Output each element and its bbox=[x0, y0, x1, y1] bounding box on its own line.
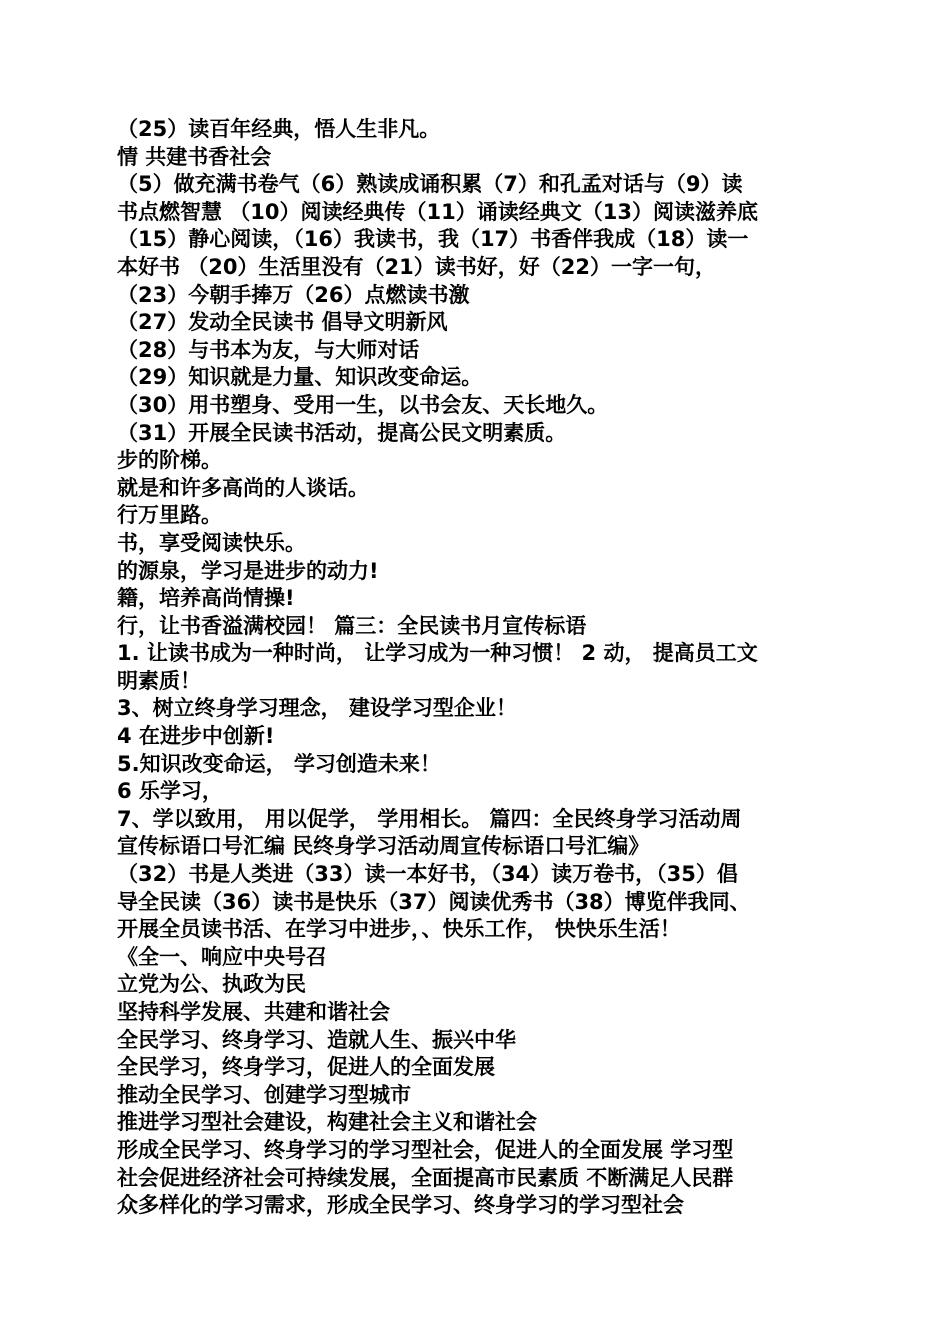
text-line: 开展全员读书活、在学习中进步，、快乐工作， 快快乐生活！ bbox=[117, 917, 681, 942]
text-line: （30）用书塑身、受用一生，以书会友、天长地久。 bbox=[117, 392, 609, 417]
text-line: 本好书 （20）生活里没有（21）读书好，好（22）一字一句， bbox=[117, 254, 716, 279]
text-line: 籍，培养高尚情操! bbox=[117, 586, 295, 611]
text-line: 众多样化的学习需求，形成全民学习、终身学习的学习型社会 bbox=[117, 1193, 684, 1218]
text-line: （23）今朝手捧万（26）点燃读书激 bbox=[117, 282, 470, 307]
text-line: 宣传标语口号汇编 民终身学习活动周宣传标语口号汇编》 bbox=[117, 834, 650, 859]
text-line: 推进学习型社会建设，构建社会主义和谐社会 bbox=[117, 1110, 537, 1135]
text-line: （15）静心阅读，（16）我读书，我（17）书香伴我成（18）读一 bbox=[117, 227, 749, 252]
text-line: 全民学习，终身学习，促进人的全面发展 bbox=[117, 1055, 495, 1080]
text-line: （28）与书本为友，与大师对话 bbox=[117, 337, 420, 362]
text-line: 步的阶梯。 bbox=[117, 448, 222, 473]
text-line: 就是和许多高尚的人谈话。 bbox=[117, 475, 369, 500]
text-line: 3、树立终身学习理念， 建设学习型企业！ bbox=[117, 696, 517, 721]
text-line: 《全一、响应中央号召 bbox=[117, 944, 327, 969]
text-line: 情 共建书香社会 bbox=[117, 144, 272, 169]
text-line: （5）做充满书卷气（6）熟读成诵积累（7）和孔孟对话与（9）读 bbox=[117, 172, 743, 197]
document-body bbox=[117, 116, 837, 1220]
text-line: （27）发动全民读书 倡导文明新风 bbox=[117, 310, 448, 335]
text-line: 书点燃智慧 （10）阅读经典传（11）诵读经典文（13）阅读滋养底 bbox=[117, 199, 758, 224]
text-line: （32）书是人类进（33）读一本好书，（34）读万卷书，（35）倡 bbox=[117, 862, 738, 887]
text-line: 的源泉，学习是进步的动力! bbox=[117, 558, 379, 583]
text-line: 坚持科学发展、共建和谐社会 bbox=[117, 1000, 390, 1024]
text-line: （25）读百年经典，悟人生非凡。 bbox=[117, 117, 441, 141]
text-line: 立党为公、执政为民 bbox=[117, 972, 306, 997]
text-line: （31）开展全民读书活动，提高公民文明素质。 bbox=[117, 420, 567, 445]
text-line: 5.知识改变命运， 学习创造未来！ bbox=[117, 751, 441, 776]
text-line: 6 乐学习， bbox=[117, 779, 223, 804]
text-line: 1. 让读书成为一种时尚， 让学习成为一种习惯！ 2 动， 提高员工文 bbox=[117, 641, 758, 666]
text-line: 4 在进步中创新! bbox=[117, 724, 275, 749]
text-line: 全民学习、终身学习、造就人生、振兴中华 bbox=[117, 1027, 516, 1052]
text-line: 形成全民学习、终身学习的学习型社会，促进人的全面发展 学习型 bbox=[117, 1137, 734, 1162]
text-line: 明素质！ bbox=[117, 668, 201, 693]
text-line: 7、学以致用， 用以促学， 学用相长。 篇四：全民终身学习活动周 bbox=[117, 806, 742, 831]
text-line: 书，享受阅读快乐。 bbox=[117, 530, 306, 555]
text-line: 行，让书香溢满校园！ 篇三：全民读书月宣传标语 bbox=[117, 613, 587, 638]
text-line: （29）知识就是力量、知识改变命运。 bbox=[117, 365, 483, 390]
text-line: 行万里路。 bbox=[117, 503, 222, 528]
text-line: 推动全民学习、创建学习型城市 bbox=[117, 1082, 411, 1107]
text-line: 社会促进经济社会可持续发展，全面提高市民素质 不断满足人民群 bbox=[117, 1165, 734, 1190]
text-line: 导全民读（36）读书是快乐（37）阅读优秀书（38）博览伴我同、 bbox=[117, 889, 751, 914]
